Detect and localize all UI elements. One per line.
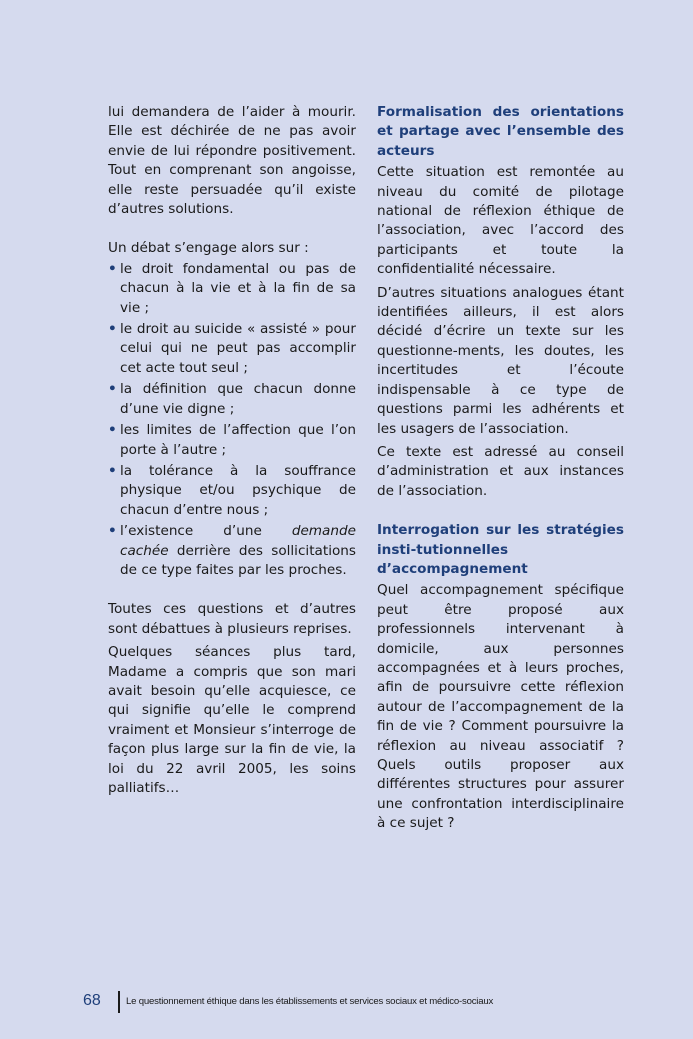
- list-item: [108, 380, 356, 419]
- left-paragraph-3: Toutes ces questions et d’autres sont débattues à plusieurs reprises.: [108, 601, 356, 637]
- list-item-text: le droit fondamental ou pas de chacun à la vie et à la fin de sa vie ;: [120, 260, 356, 316]
- list-item: [108, 320, 356, 378]
- right-paragraph-3: Ce texte est adressé au conseil d’administration et aux instances de l’association.: [377, 443, 624, 499]
- page-footer: [0, 991, 693, 1015]
- right-paragraph-2: D’autres situations analogues étant identifiées ailleurs, il est alors décidé d’écrire un texte sur les questionne-ments, les doutes, les incertitudes et l’écoute indispensable à ce type de questions parmi les adhérents et les usagers de l’association.: [377, 284, 624, 437]
- list-item-text: la définition que chacun donne d’une vie digne ;: [120, 381, 356, 417]
- left-paragraph-2: Un débat s’engage alors sur :: [108, 240, 309, 257]
- list-item: [108, 421, 356, 460]
- list-item-text-pre: l’existence d’une: [120, 523, 292, 540]
- left-paragraph-4: Quelques séances plus tard, Madame a compris que son mari avait besoin qu’elle acquiesce, ce qui signifie qu’elle le comprend vraiment et Monsieur s’interroge de façon plus large sur la fin de vie, la loi du 22 avril 2005, les soins palliatifs…: [108, 644, 356, 796]
- bullet-icon: •: [108, 381, 117, 398]
- bullet-icon: •: [108, 462, 117, 479]
- list-item-text: les limites de l’affection que l’on porte à l’autre ;: [120, 422, 356, 458]
- right-paragraph-4: Quel accompagnement spécifique peut être proposé aux professionnels intervenant à domicile, aux personnes accompagnées et à leurs proches, afin de poursuivre cette réflexion autour de l’accompagnement de la fin de vie ? Comment poursuivre la réflexion au niveau associatif ? Quels outils proposer aux différentes structures pour assurer une confrontation interdisciplinaire à ce sujet ?: [377, 582, 624, 832]
- bullet-icon: •: [108, 523, 117, 540]
- list-item: [108, 260, 356, 318]
- list-item: [108, 462, 356, 520]
- left-column: [108, 103, 356, 798]
- section-heading-formalisation: Formalisation des orientations et partage avec l’ensemble des acteurs: [377, 104, 624, 159]
- running-title: Le questionnement éthique dans les établissements et services sociaux et médico-sociaux: [126, 996, 494, 1007]
- right-paragraph-1: Cette situation est remontée au niveau du comité de pilotage national de réflexion éthique de l’association, avec l’accord des participants et toute la confidentialité nécessaire.: [377, 164, 624, 278]
- section-heading-interrogation: Interrogation sur les stratégies insti-tutionnelles d’accompagnement: [377, 522, 624, 577]
- list-item-text-post: derrière des sollicitations de ce type faites par les proches.: [120, 542, 356, 578]
- bullet-icon: •: [108, 321, 117, 338]
- footer-divider: [118, 991, 120, 1013]
- page-number: 68: [83, 992, 101, 1009]
- list-item-text: la tolérance à la souffrance physique et/ou psychique de chacun d’entre nous ;: [120, 462, 356, 518]
- list-item: [108, 522, 356, 580]
- bullet-icon: •: [108, 260, 117, 277]
- right-column: [377, 103, 624, 834]
- list-item-emphasis: demande cachée: [120, 523, 356, 559]
- bullet-icon: •: [108, 422, 117, 439]
- left-paragraph-1: lui demandera de l’aider à mourir. Elle est déchirée de ne pas avoir envie de lui répondre positivement. Tout en comprenant son angoisse, elle reste persuadée qu’il existe d’autres solutions.: [108, 104, 356, 218]
- list-item-text: le droit au suicide « assisté » pour celui qui ne peut pas accomplir cet acte tout seul ;: [120, 321, 356, 376]
- debate-topics-list: [108, 260, 356, 581]
